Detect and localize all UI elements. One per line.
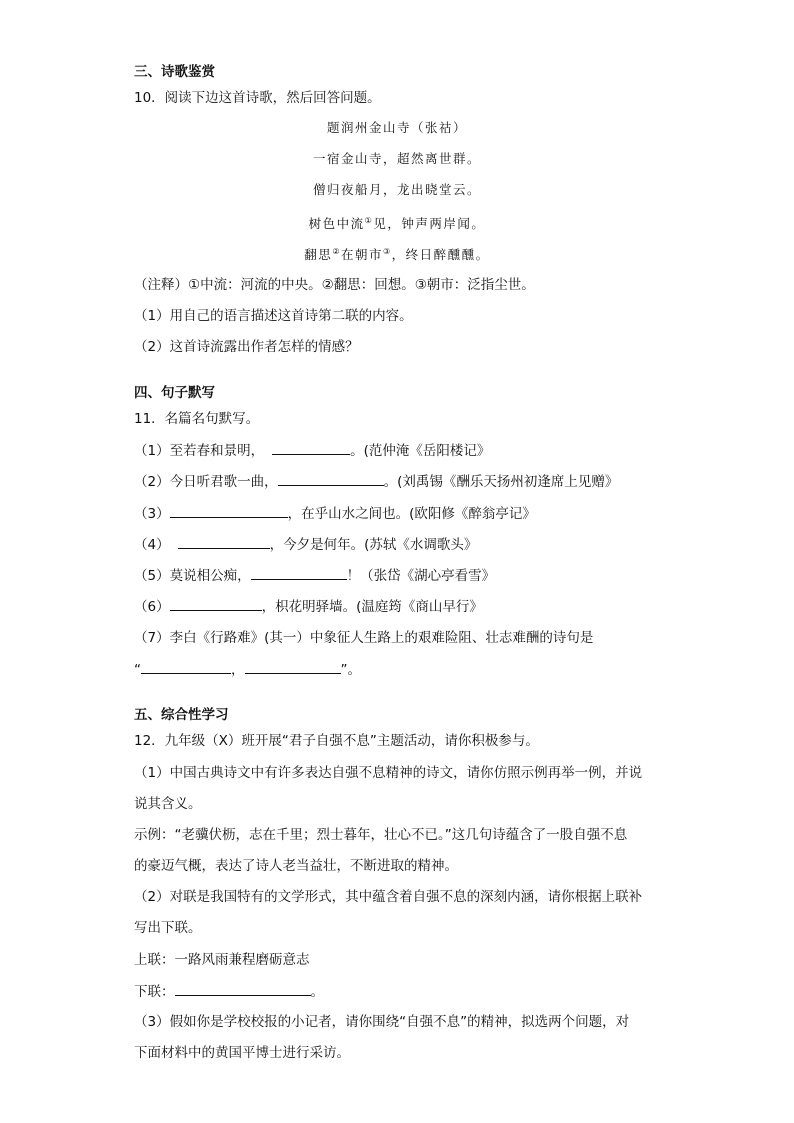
- lower-couplet-end: 。: [310, 984, 324, 1000]
- example-line-1: 示例：“老骥伏枥，志在千里；烈士暮年，壮心不已。”这几句诗蕴含了一股自强不息: [134, 827, 628, 843]
- poem-line-1: 一宿金山寺，超然离世群。: [312, 151, 481, 166]
- open-quote: “: [134, 662, 141, 678]
- fill-item-7: （7）李白《行路难》(其一）中象征人生路上的艰难险阻、壮志难酬的诗句是: [134, 630, 594, 646]
- example-line-2: 的豪迈气概，表达了诗人老当益壮，不断进取的精神。: [134, 858, 458, 874]
- upper-couplet: 上联：一路风雨兼程磨砺意志: [134, 952, 310, 968]
- fill-item-3: [134, 503, 536, 524]
- question-11: 11．名篇名句默写。: [134, 411, 260, 427]
- answer-blank-6[interactable]: [170, 596, 262, 611]
- section-5-heading: 五、综合性学习: [134, 707, 229, 723]
- section-3-heading: 三、诗歌鉴赏: [134, 64, 215, 80]
- poem-line-2: 僧归夜船月，龙出晓堂云。: [312, 182, 481, 197]
- fill-item-1-source: 。(范仲淹《岳阳楼记》: [350, 443, 491, 459]
- footnote-mark-2: ②: [332, 247, 341, 256]
- fill-item-5-source: ！（张岱《湖心亭看雪》: [346, 568, 496, 584]
- lower-couplet: [134, 981, 324, 1002]
- question-12-part-2-line-2: 写出下联。: [134, 920, 202, 936]
- fill-item-1: [134, 440, 490, 461]
- question-12: 12．九年级（X）班开展“君子自强不息”主题活动，请你积极参与。: [134, 733, 539, 749]
- fill-item-6: [134, 596, 483, 617]
- fill-item-1-prompt: （1）至若春和景明，: [134, 443, 265, 459]
- fill-item-3-source: ，在乎山水之间也。(欧阳修《醉翁亭记》: [287, 506, 536, 522]
- poem-line-4-part-b: 在朝市: [340, 247, 383, 263]
- fill-item-2: [134, 471, 618, 492]
- fill-item-6-prompt: （6）: [134, 599, 170, 615]
- answer-blank-4[interactable]: [178, 534, 270, 549]
- poem-line-4: [0, 242, 794, 265]
- fill-item-6-source: ，枳花明驿墙。(温庭筠《商山早行》: [261, 599, 483, 615]
- poem-line-3: [0, 211, 794, 234]
- poem-line-3-part-b: 见，钟声两岸闻。: [373, 216, 486, 232]
- section-4-heading: 四、句子默写: [134, 385, 215, 401]
- answer-blank-3[interactable]: [170, 503, 288, 518]
- answer-blank-7a[interactable]: [141, 659, 231, 674]
- answer-blank-5[interactable]: [251, 565, 347, 580]
- question-10-part-2: （2）这首诗流露出作者怎样的情感？: [134, 339, 359, 355]
- lower-couplet-label: 下联：: [134, 984, 175, 1000]
- answer-blank-1[interactable]: [272, 440, 350, 455]
- question-10-part-1: （1）用自己的语言描述这首诗第二联的内容。: [134, 308, 413, 324]
- fill-item-3-prompt: （3）: [134, 506, 170, 522]
- close-quote: ”。: [340, 662, 361, 678]
- poem-notes: （注释）①中流：河流的中央。②翻思：回想。③朝市：泛指尘世。: [134, 277, 535, 293]
- fill-item-2-prompt: （2）今日听君歌一曲，: [134, 474, 278, 490]
- question-12-part-3-line-1: （3）假如你是学校校报的小记者，请你围绕“自强不息”的精神，拟选两个问题，对: [134, 1014, 630, 1030]
- fill-item-4: [134, 534, 477, 555]
- question-12-part-2-line-1: （2）对联是我国特有的文学形式，其中蕴含着自强不息的深刻内涵，请你根据上联补: [134, 889, 643, 905]
- poem-title: 题润州金山寺（张祜）: [326, 120, 467, 135]
- footnote-mark-3: ③: [383, 247, 392, 256]
- fill-item-2-source: 。(刘禹锡《酬乐天扬州初逢席上见赠》: [383, 474, 619, 490]
- poem-line-3-part-a: 树色中流: [308, 216, 365, 232]
- question-12-part-3-line-2: 下面材料中的黄国平博士进行采访。: [134, 1045, 350, 1061]
- question-12-part-1-line-2: 说其含义。: [134, 796, 202, 812]
- fill-item-5-prompt: （5）莫说相公痴，: [134, 568, 251, 584]
- fill-item-4-prompt: （4）: [134, 537, 170, 553]
- poem-line-4-part-c: ，终日醉醺醺。: [391, 247, 490, 263]
- comma: ，: [231, 662, 245, 678]
- fill-item-4-source: ，今夕是何年。(苏轼《水调歌头》: [269, 537, 478, 553]
- answer-blank-2[interactable]: [278, 471, 384, 486]
- answer-blank-couplet[interactable]: [175, 981, 311, 996]
- question-10: 10．阅读下边这首诗歌，然后回答问题。: [134, 90, 381, 106]
- fill-item-7-answer-line: [134, 659, 361, 680]
- question-12-part-1-line-1: （1）中国古典诗文中有许多表达自强不息精神的诗文，请你仿照示例再举一例，并说: [134, 765, 643, 781]
- poem-line-4-part-a: 翻思: [304, 247, 333, 263]
- answer-blank-7b[interactable]: [245, 659, 341, 674]
- footnote-mark-1: ①: [364, 216, 374, 225]
- fill-item-5: [134, 565, 495, 586]
